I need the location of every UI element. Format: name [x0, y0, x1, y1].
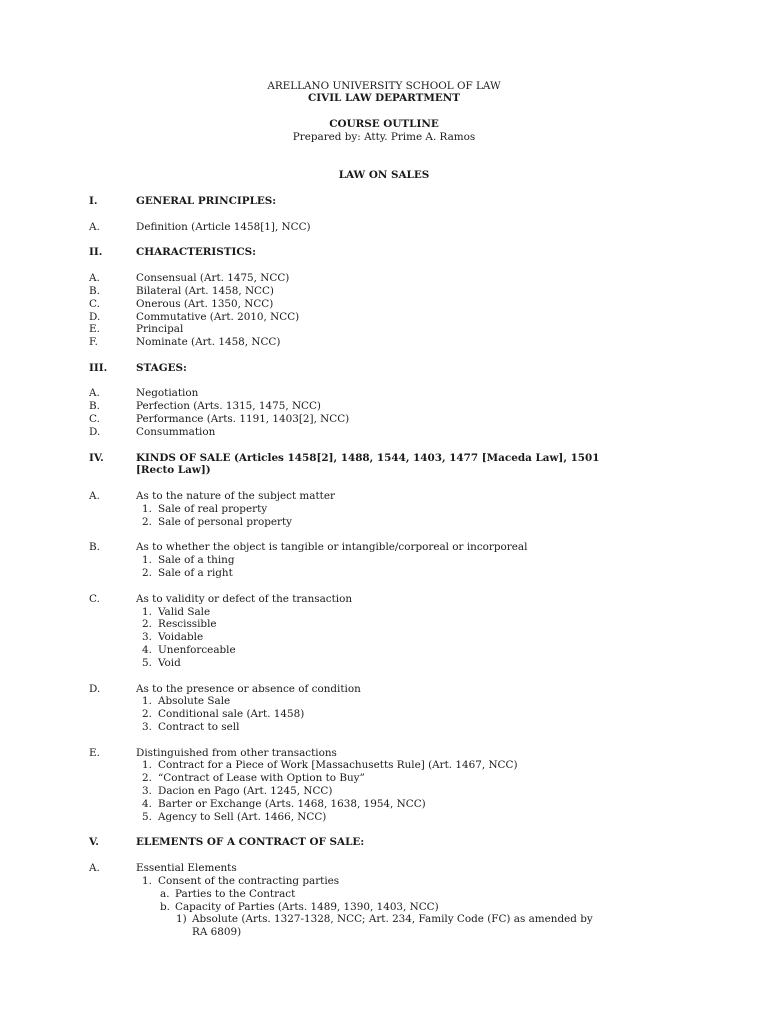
outline-item — [0, 516, 768, 529]
outline-item-label: A. — [89, 387, 100, 400]
outline-item — [0, 285, 768, 298]
outline-item-label: 3. — [142, 785, 152, 798]
section-heading-label: II. — [89, 246, 103, 259]
outline-item — [0, 387, 768, 400]
section-heading-text: ELEMENTS OF A CONTRACT OF SALE: — [136, 836, 365, 849]
outline-item — [0, 272, 768, 285]
outline-item-label: 2. — [142, 567, 152, 580]
outline-item-text: Sale of real property — [158, 502, 268, 515]
outline-item-label: C. — [89, 297, 100, 310]
outline-item-text: Sale of personal property — [158, 515, 293, 528]
outline-item-text: Sale of a thing — [158, 554, 235, 567]
outline-item-text: Negotiation — [136, 387, 199, 400]
outline-item-label: E. — [89, 746, 100, 759]
outline-item-label: B. — [89, 284, 100, 297]
outline-item — [0, 336, 768, 349]
section-heading — [0, 836, 768, 849]
outline-item-text: Dacion en Pago (Art. 1245, NCC) — [158, 785, 333, 798]
document-page — [0, 80, 768, 939]
outline-item-label: 3. — [142, 721, 152, 733]
outline-item-text: Commutative (Art. 2010, NCC) — [136, 310, 300, 323]
outline-item — [0, 606, 768, 619]
outline-item — [0, 862, 768, 875]
outline-item — [0, 875, 768, 888]
section-heading — [0, 464, 768, 477]
outline-item-label: 1. — [142, 874, 152, 887]
outline-item-label: B. — [89, 400, 100, 413]
outline-item-label: C. — [89, 592, 100, 605]
outline-item — [0, 618, 768, 631]
outline-item-text: As to validity or defect of the transaction — [136, 592, 353, 605]
outline-item — [0, 503, 768, 516]
section-heading-label: IV. — [89, 451, 104, 464]
outline-item-text: Agency to Sell (Art. 1466, NCC) — [158, 810, 327, 823]
outline-item-text: Rescissible — [158, 618, 217, 631]
outline-item — [0, 323, 768, 336]
section-heading-label: I. — [89, 195, 98, 208]
outline-item-text: As to the presence or absence of condition — [136, 682, 361, 695]
section-heading-label: III. — [89, 361, 108, 374]
outline-item-label: 1. — [142, 759, 152, 772]
outline-item-text: Essential Elements — [136, 862, 237, 875]
outline-item — [0, 695, 768, 708]
outline-item-label: A. — [89, 490, 100, 503]
outline-item-text: Nominate (Art. 1458, NCC) — [136, 336, 281, 349]
outline-item-text: Consent of the contracting parties — [158, 874, 340, 887]
subject-title: LAW ON SALES — [338, 169, 430, 182]
outline-item-label: 1) — [176, 913, 187, 926]
section-heading-text: GENERAL PRINCIPLES: — [136, 195, 277, 208]
outline-item-text: Valid Sale — [158, 605, 211, 618]
outline-item-label: 2. — [142, 515, 152, 528]
outline-item-label: A. — [89, 272, 100, 285]
outline-item — [0, 657, 768, 670]
outline-item — [0, 400, 768, 413]
section-heading — [0, 195, 768, 208]
outline-item-text: Parties to the Contract — [175, 887, 296, 900]
outline-item-label: 1. — [142, 502, 152, 515]
outline-item-text: As to whether the object is tangible or intangible/corporeal or incorporeal — [136, 541, 528, 554]
outline-item-text: Contract to sell — [158, 721, 240, 733]
outline-item-text: “Contract of Lease with Option to Buy” — [158, 772, 365, 785]
outline-item-text: Principal — [136, 323, 184, 336]
outline-item — [0, 311, 768, 324]
outline-item-text: Capacity of Parties (Arts. 1489, 1390, 1403, NCC) — [175, 900, 439, 913]
outline-item-text: Onerous (Art. 1350, NCC) — [136, 297, 274, 310]
outline-item — [0, 888, 768, 901]
outline-item — [0, 759, 768, 772]
outline-item-label: D. — [89, 310, 101, 323]
outline-item-text: Perfection (Arts. 1315, 1475, NCC) — [136, 400, 321, 413]
outline-item — [0, 901, 768, 914]
outline-item — [0, 541, 768, 554]
outline-item — [0, 631, 768, 644]
outline-item-label: 2. — [142, 772, 152, 785]
outline-item-text: Sale of a right — [158, 567, 233, 580]
outline-item-text: Void — [158, 656, 181, 669]
outline-item-label: 4. — [142, 797, 152, 810]
outline-item — [0, 913, 768, 926]
outline-item-text: Absolute Sale — [158, 695, 231, 708]
outline-item-text: Bilateral (Art. 1458, NCC) — [136, 284, 274, 297]
outline-item-label: 1. — [142, 605, 152, 618]
outline-item-label: b. — [160, 900, 170, 913]
outline-item-label: 5. — [142, 810, 152, 823]
department-name: CIVIL LAW DEPARTMENT — [308, 92, 460, 105]
outline-item-text: Distinguished from other transactions — [136, 746, 337, 759]
outline — [0, 182, 768, 939]
outline-item-text: Voidable — [158, 631, 204, 644]
outline-item — [0, 747, 768, 760]
outline-item-text: Performance (Arts. 1191, 1403[2], NCC) — [136, 413, 350, 426]
outline-item-label: 5. — [142, 656, 152, 669]
outline-item-label: 3. — [142, 631, 152, 644]
outline-item-text: Consummation — [136, 425, 216, 438]
outline-item-label: A. — [89, 220, 100, 233]
outline-item-label: A. — [89, 862, 100, 875]
outline-item — [0, 772, 768, 785]
outline-item-label: E. — [89, 323, 100, 336]
section-heading — [0, 246, 768, 259]
outline-item-text: Barter or Exchange (Arts. 1468, 1638, 1954, NCC) — [158, 797, 426, 810]
outline-item-label: 1. — [142, 554, 152, 567]
outline-item — [0, 426, 768, 439]
outline-item-label: 2. — [142, 618, 152, 631]
outline-item-label: F. — [89, 336, 98, 349]
outline-item — [0, 221, 768, 234]
outline-item — [0, 593, 768, 606]
outline-item — [0, 683, 768, 696]
section-heading-text: [Recto Law]) — [136, 464, 211, 477]
outline-item-text: Absolute (Arts. 1327-1328, NCC; Art. 234, Family Code (FC) as amended by — [192, 913, 593, 926]
outline-item-label: D. — [89, 682, 101, 695]
outline-item — [0, 490, 768, 503]
outline-item — [0, 298, 768, 311]
outline-item-text: Conditional sale (Art. 1458) — [158, 708, 305, 721]
outline-item — [0, 785, 768, 798]
outline-item — [0, 811, 768, 824]
outline-item-text: Consensual (Art. 1475, NCC) — [136, 272, 290, 285]
section-heading-label: V. — [89, 836, 99, 849]
outline-item-label: 2. — [142, 708, 152, 721]
outline-item-text: Definition (Article 1458[1], NCC) — [136, 220, 311, 233]
outline-item — [0, 413, 768, 426]
outline-item-label: B. — [89, 541, 100, 554]
outline-item-label: 4. — [142, 644, 152, 657]
outline-item-text: Unenforceable — [158, 644, 236, 657]
outline-item — [0, 798, 768, 811]
outline-item-label: 1. — [142, 695, 152, 708]
section-heading — [0, 452, 768, 465]
section-heading — [0, 362, 768, 375]
outline-item — [0, 644, 768, 657]
section-heading-text: KINDS OF SALE (Articles 1458[2], 1488, 1544, 1403, 1477 [Maceda Law], 1501 — [136, 451, 600, 464]
section-heading-text: STAGES: — [136, 361, 187, 374]
outline-item — [0, 721, 768, 734]
outline-item-label: D. — [89, 425, 101, 438]
outline-item-text: As to the nature of the subject matter — [136, 490, 335, 503]
outline-item — [0, 554, 768, 567]
outline-item-text: Contract for a Piece of Work [Massachusetts Rule] (Art. 1467, NCC) — [158, 759, 518, 772]
outline-item-label: C. — [89, 413, 100, 426]
outline-item — [0, 926, 768, 939]
outline-item-label: a. — [160, 887, 170, 900]
outline-item — [0, 567, 768, 580]
section-heading-text: CHARACTERISTICS: — [136, 246, 256, 259]
school-name: ARELLANO UNIVERSITY SCHOOL OF LAW — [267, 79, 501, 92]
outline-item-text: RA 6809) — [192, 926, 242, 939]
prepared-by: Prepared by: Atty. Prime A. Ramos — [292, 130, 476, 143]
document-type: COURSE OUTLINE — [329, 118, 439, 131]
outline-item — [0, 708, 768, 721]
